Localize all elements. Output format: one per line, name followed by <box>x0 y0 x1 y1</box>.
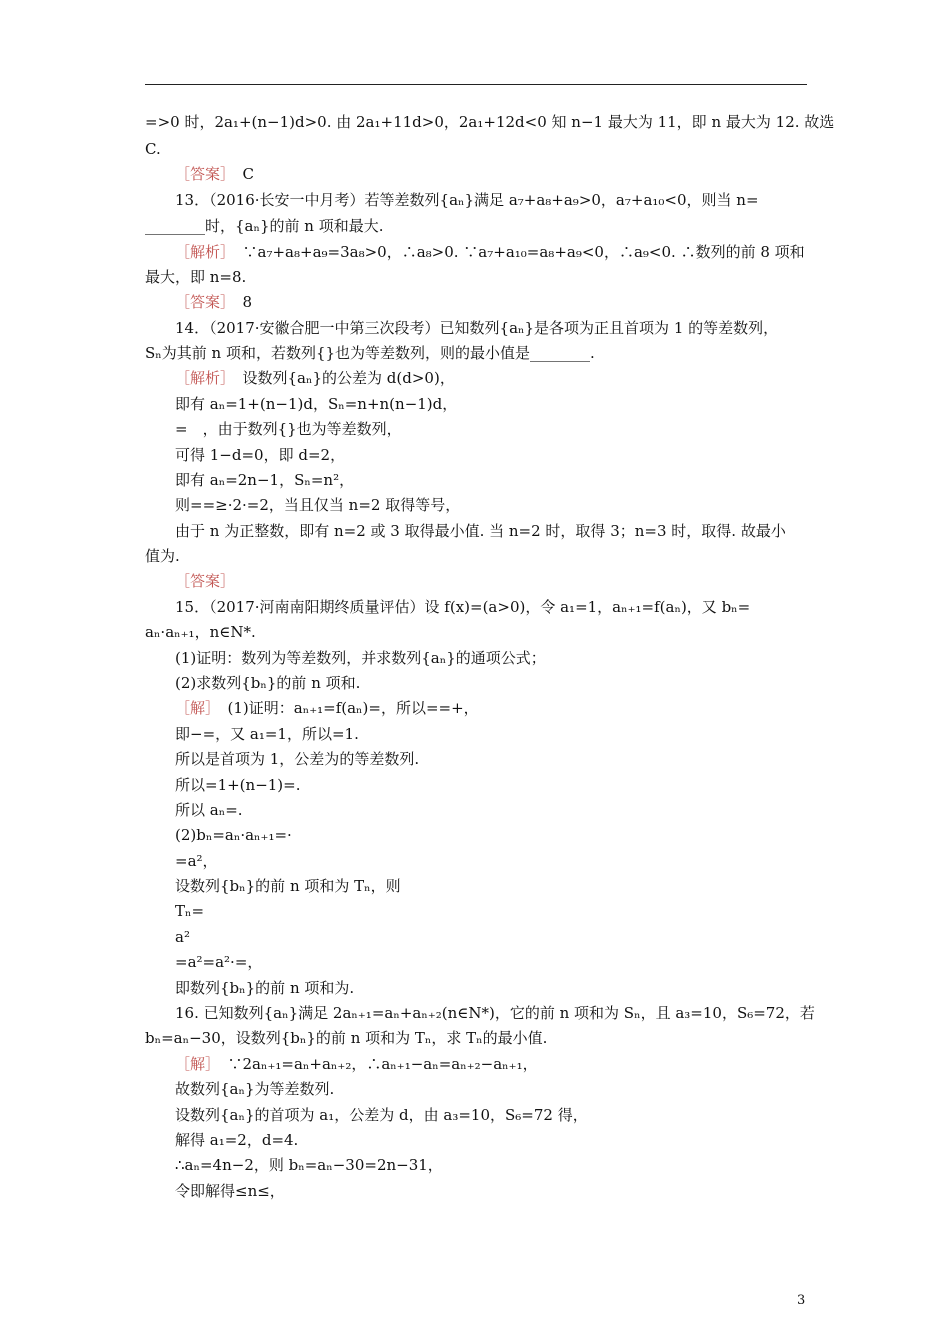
text-line <box>175 825 292 845</box>
text-line <box>175 952 262 972</box>
line-text: 可得 1−d=0，即 d=2， <box>175 446 346 464</box>
text-line <box>175 1079 334 1099</box>
line-text: 即有 aₙ=2n−1，Sₙ=n²， <box>175 471 355 489</box>
section-tag: ［答案］ <box>175 293 228 311</box>
line-text: 由于 n 为正整数，即有 n=2 或 3 取得最小值. 当 n=2 时，取得 3；n=3 时，取得. 故最小 <box>175 522 786 540</box>
text-line <box>175 1054 538 1074</box>
line-text: 13．（2016·长安一中月考）若等差数列{aₙ}满足 a₇+a₈+a₉>0，a₇+a₁₀<0，则当 n= <box>175 191 759 209</box>
text-line <box>175 318 778 338</box>
text-line <box>145 1028 547 1048</box>
line-text: 设数列{aₙ}的首项为 a₁，公差为 d，由 a₃=10，S₆=72 得， <box>175 1106 588 1124</box>
text-line <box>175 876 401 896</box>
section-tag: ［答案］ <box>175 165 228 183</box>
text-line <box>175 394 457 414</box>
text-line <box>175 445 345 465</box>
line-text: 14．（2017·安徽合肥一中第三次段考）已知数列{aₙ}是各项为正且首项为 1 的等差数列， <box>175 319 779 337</box>
line-text: a² <box>175 928 190 946</box>
text-line <box>175 1155 443 1175</box>
line-text: 所以 aₙ=. <box>175 801 243 819</box>
text-line <box>175 419 402 439</box>
line-text: ∵2aₙ₊₁=aₙ+aₙ₊₂，∴aₙ₊₁−aₙ=aₙ₊₂−aₙ₊₁， <box>212 1055 538 1073</box>
text-line <box>175 242 805 262</box>
text-line <box>175 292 252 312</box>
line-text: 即−=，又 a₁=1，所以=1. <box>175 725 359 743</box>
line-text: 解得 a₁=2，d=4. <box>175 1131 299 1149</box>
page-number: 3 <box>797 1293 806 1308</box>
text-line <box>175 571 235 591</box>
line-text: ∴aₙ=4n−2，则 bₙ=aₙ−30=2n−31， <box>175 1156 443 1174</box>
text-line <box>175 901 204 921</box>
line-text: aₙ·aₙ₊₁，n∈N*. <box>145 623 256 641</box>
text-line <box>175 978 354 998</box>
text-line <box>175 1181 285 1201</box>
text-line <box>175 775 301 795</box>
text-line <box>175 648 546 668</box>
line-text: 16. 已知数列{aₙ}满足 2aₙ₊₁=aₙ+aₙ₊₂(n∈N*)，它的前 n 项和为 Sₙ，且 a₃=10，S₆=72，若 <box>175 1004 815 1022</box>
text-line <box>175 800 243 820</box>
line-text: 15．（2017·河南南阳期终质量评估）设 f(x)=(a>0)，令 a₁=1，aₙ₊₁=f(aₙ)，又 bₙ= <box>175 598 751 616</box>
text-line <box>175 495 460 515</box>
line-text: 故数列{aₙ}为等差数列. <box>175 1080 335 1098</box>
text-line <box>175 1105 588 1125</box>
line-text: =>0 时，2a₁+(n−1)d>0. 由 2a₁+11d>0，2a₁+12d<0 知 n−1 最大为 11，即 n 最大为 12. 故选 <box>145 113 835 131</box>
text-line <box>145 267 246 287</box>
text-line <box>175 521 786 541</box>
text-line <box>175 1003 815 1023</box>
line-text: =a²=a²·=， <box>175 953 263 971</box>
line-text: 所以=1+(n−1)=. <box>175 776 301 794</box>
line-text: 令即解得≤n≤， <box>175 1182 285 1200</box>
text-line <box>175 164 254 184</box>
line-text: 设数列{bₙ}的前 n 项和为 Tₙ，则 <box>175 877 401 895</box>
line-text: (2)bₙ=aₙ·aₙ₊₁=· <box>175 826 292 844</box>
line-text: =a²， <box>175 852 218 870</box>
text-line <box>145 112 834 132</box>
line-text: ∵a₇+a₈+a₉=3a₈>0，∴a₈>0. ∵a₇+a₁₀=a₈+a₉<0，∴a₉<0. ∴数列的前 8 项和 <box>227 243 805 261</box>
line-text: 值为. <box>145 547 180 565</box>
line-text: (1)证明：aₙ₊₁=f(aₙ)=，所以==+， <box>212 699 479 717</box>
line-text: 8 <box>227 293 253 311</box>
line-text: 所以是首项为 1，公差为的等差数列. <box>175 750 420 768</box>
text-line <box>145 216 384 236</box>
text-line <box>175 851 218 871</box>
text-line <box>175 927 190 947</box>
text-line <box>175 1130 298 1150</box>
line-text: 最大，即 n=8. <box>145 268 247 286</box>
text-line <box>175 749 419 769</box>
line-text: Tₙ= <box>175 902 205 920</box>
line-text: (2)求数列{bₙ}的前 n 项和. <box>175 674 361 692</box>
text-line <box>145 139 161 159</box>
line-text: C. <box>145 140 161 158</box>
text-line <box>175 698 479 718</box>
section-tag: ［解析］ <box>175 369 228 387</box>
line-text: bₙ=aₙ−30，设数列{bₙ}的前 n 项和为 Tₙ，求 Tₙ的最小值. <box>145 1029 548 1047</box>
line-text: 即有 aₙ=1+(n−1)d，Sₙ=n+n(n−1)d， <box>175 395 458 413</box>
line-text: Sₙ为其前 n 项和，若数列{}也为等差数列，则的最小值是________. <box>145 344 595 362</box>
text-line <box>145 622 256 642</box>
section-tag: ［解析］ <box>175 243 228 261</box>
text-line <box>175 190 759 210</box>
line-text: 则==≥·2·=2，当且仅当 n=2 取得等号， <box>175 496 461 514</box>
section-tag: ［解］ <box>175 699 213 717</box>
section-tag: ［答案］ <box>175 572 236 590</box>
text-line <box>145 343 595 363</box>
line-text: 设数列{aₙ}的公差为 d(d>0)， <box>227 369 455 387</box>
text-line <box>175 368 455 388</box>
text-line <box>175 597 750 617</box>
line-text: C <box>227 165 254 183</box>
header-rule <box>145 84 807 85</box>
text-line <box>175 724 359 744</box>
line-text: = ，由于数列{}也为等差数列， <box>175 420 402 438</box>
text-line <box>145 546 180 566</box>
section-tag: ［解］ <box>175 1055 213 1073</box>
text-line <box>175 470 354 490</box>
line-text: 即数列{bₙ}的前 n 项和为. <box>175 979 355 997</box>
line-text: ________时，{aₙ}的前 n 项和最大. <box>145 217 384 235</box>
line-text: (1)证明：数列为等差数列，并求数列{aₙ}的通项公式； <box>175 649 546 667</box>
text-line <box>175 673 360 693</box>
